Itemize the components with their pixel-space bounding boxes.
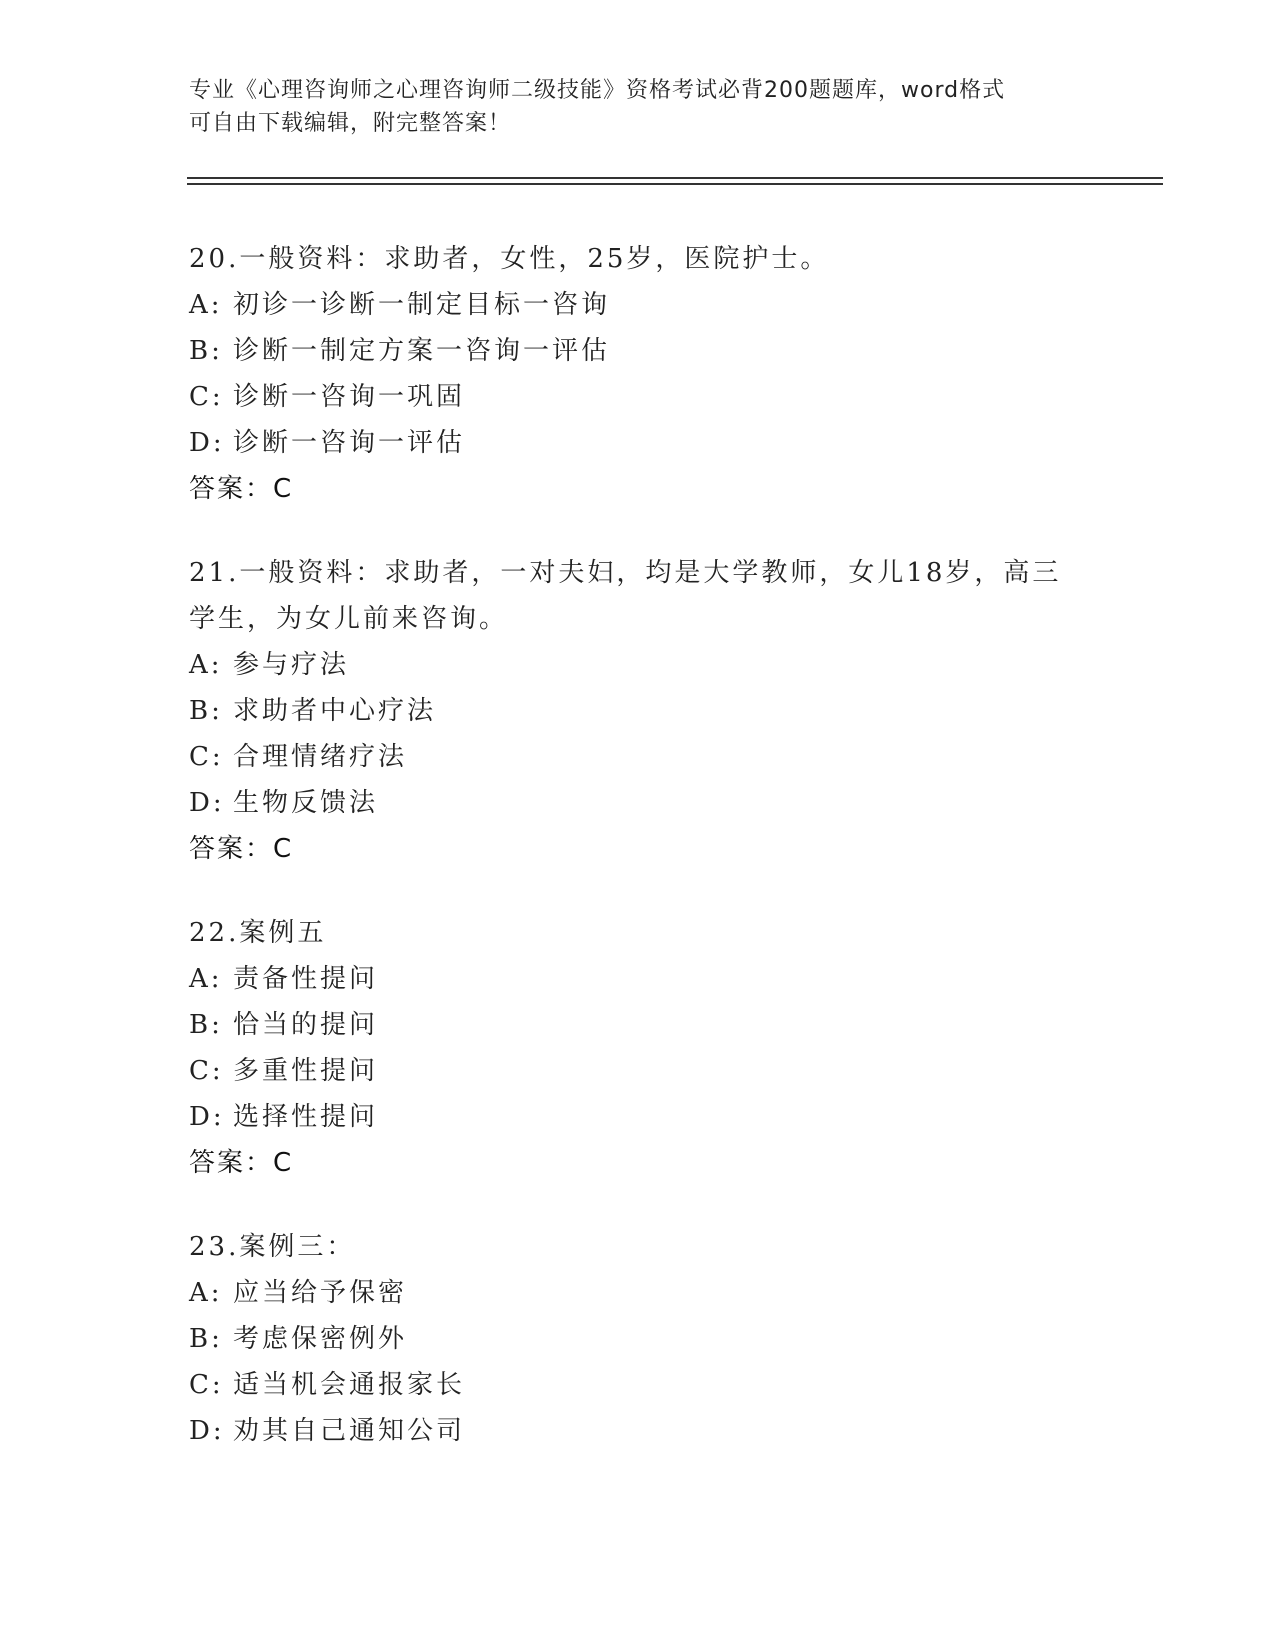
option-letter: C: [189,742,224,772]
question-20 [189,236,1089,512]
option-a [189,1270,1089,1316]
question-stem-line: 学生，为女儿前来咨询。 [189,604,509,634]
option-text: 选择性提问 [233,1102,379,1132]
option-d [189,1094,1089,1140]
header-line-1: 专业《心理咨询师之心理咨询师二级技能》资格考试必背200题题库，word格式 [189,78,1006,103]
option-text: 责备性提问 [233,964,379,994]
option-b [189,1316,1089,1362]
option-a [189,956,1089,1002]
option-d [189,1408,1089,1454]
option-b [189,688,1089,734]
document-header [189,74,1089,140]
option-text: 诊断一制定方案一咨询一评估 [233,336,611,366]
answer-line: 答案：C [189,474,294,504]
option-text: 初诊一诊断一制定目标一咨询 [233,290,611,320]
answer-line: 答案：C [189,1148,294,1178]
option-text: 考虑保密例外 [233,1324,408,1354]
option-letter: D: [189,1102,225,1132]
option-text: 求助者中心疗法 [233,696,437,726]
option-b [189,1002,1089,1048]
option-text: 合理情绪疗法 [233,742,408,772]
option-letter: C: [189,1056,224,1086]
option-letter: A: [189,1278,223,1308]
option-text: 诊断一咨询一巩固 [233,382,466,412]
header-rule-bottom [187,183,1163,185]
question-22 [189,910,1089,1186]
header-rule-top [187,177,1163,179]
option-text: 适当机会通报家长 [233,1370,466,1400]
option-text: 参与疗法 [233,650,350,680]
option-letter: C: [189,1370,224,1400]
option-text: 生物反馈法 [233,788,379,818]
option-a [189,642,1089,688]
option-letter: A: [189,290,223,320]
question-stem [189,236,1089,282]
question-stem-line: 20.一般资料：求助者，女性，25岁，医院护士。 [189,244,830,274]
question-stem [189,910,1089,956]
question-stem [189,1224,1089,1270]
option-letter: B: [189,696,223,726]
option-letter: D: [189,428,225,458]
option-text: 恰当的提问 [233,1010,379,1040]
option-letter: C: [189,382,224,412]
question-stem-line: 21.一般资料：求助者，一对夫妇，均是大学教师，女儿18岁，高三 [189,558,1062,588]
option-letter: B: [189,336,223,366]
option-text: 诊断一咨询一评估 [233,428,466,458]
option-text: 多重性提问 [233,1056,379,1086]
option-b [189,328,1089,374]
option-a [189,282,1089,328]
option-text: 劝其自己通知公司 [233,1416,466,1446]
option-d [189,780,1089,826]
question-stem-line: 23.案例三： [189,1232,356,1262]
option-letter: D: [189,788,225,818]
option-letter: A: [189,650,223,680]
option-c [189,734,1089,780]
option-letter: B: [189,1324,223,1354]
option-letter: B: [189,1010,223,1040]
answer-line: 答案：C [189,834,294,864]
header-line-2: 可自由下载编辑，附完整答案！ [189,111,512,136]
option-c [189,1048,1089,1094]
question-23 [189,1224,1089,1454]
question-21 [189,550,1089,872]
option-text: 应当给予保密 [233,1278,408,1308]
option-letter: A: [189,964,223,994]
option-d [189,420,1089,466]
option-letter: D: [189,1416,225,1446]
question-stem-line: 22.案例五 [189,918,327,948]
question-list [189,236,1089,1492]
option-c [189,1362,1089,1408]
option-c [189,374,1089,420]
question-stem [189,550,1089,642]
